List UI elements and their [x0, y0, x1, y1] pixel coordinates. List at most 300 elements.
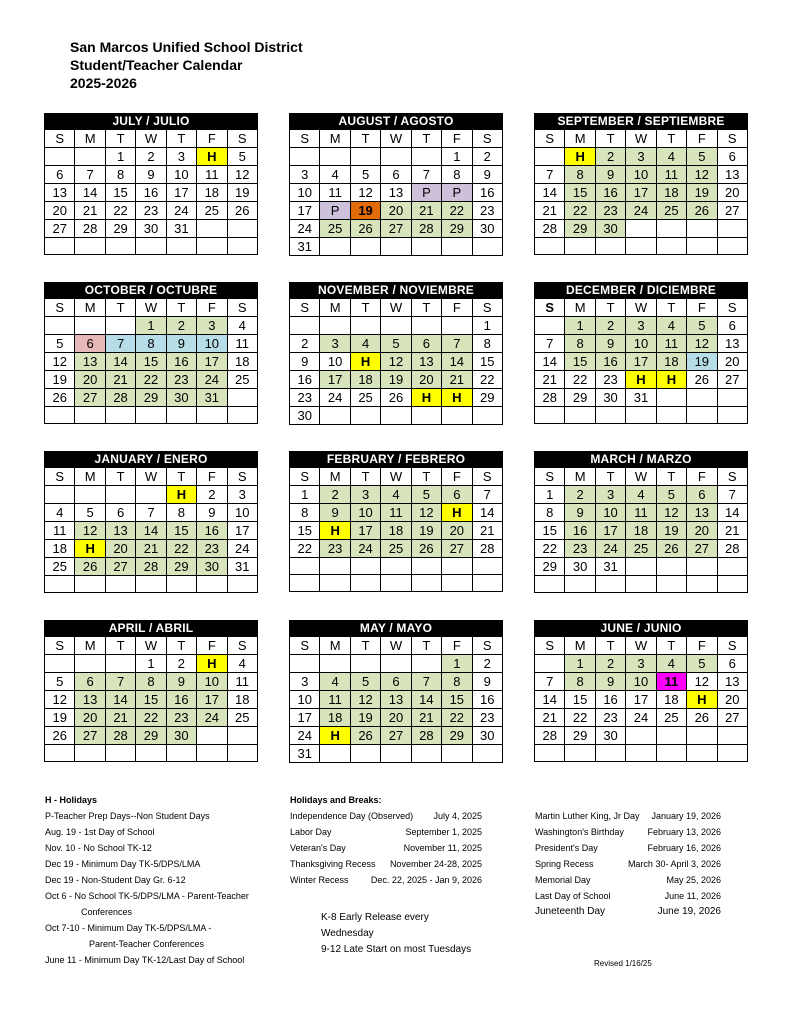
weekday-header: S: [290, 299, 320, 317]
day-cell: 2: [290, 335, 320, 353]
empty-day-cell: [290, 558, 320, 575]
week-row: [535, 238, 748, 255]
day-cell: 10: [166, 166, 196, 184]
day-cell: 30: [197, 558, 227, 576]
empty-day-cell: [717, 220, 747, 238]
weekday-header: M: [565, 468, 595, 486]
day-cell: 14: [105, 353, 135, 371]
weekday-header: F: [197, 637, 227, 655]
day-cell: 21: [75, 202, 105, 220]
day-cell: 11: [45, 522, 75, 540]
day-cell: 9: [472, 166, 502, 184]
weekday-header: T: [656, 637, 686, 655]
day-cell: 31: [197, 389, 227, 407]
day-cell: 15: [565, 184, 595, 202]
week-row: [45, 727, 258, 745]
day-cell: 4: [320, 673, 350, 691]
day-cell: 27: [75, 727, 105, 745]
empty-day-cell: [290, 317, 320, 335]
day-cell: 4: [656, 317, 686, 335]
day-cell: 24: [320, 389, 350, 407]
day-cell: 26: [687, 371, 717, 389]
empty-day-cell: [350, 148, 380, 166]
weekday-header: M: [320, 468, 350, 486]
weekday-header: F: [442, 468, 472, 486]
day-cell: H: [656, 371, 686, 389]
day-cell: 8: [565, 335, 595, 353]
day-cell: 18: [227, 691, 257, 709]
month-calendar: [534, 620, 748, 762]
day-cell: 3: [166, 148, 196, 166]
day-cell: 16: [565, 522, 595, 540]
day-cell: 30: [595, 220, 625, 238]
week-row: [290, 691, 503, 709]
day-cell: 9: [197, 504, 227, 522]
empty-day-cell: [197, 238, 227, 255]
day-cell: 24: [290, 220, 320, 238]
day-cell: 26: [656, 540, 686, 558]
day-cell: H: [442, 504, 472, 522]
day-cell: 16: [595, 184, 625, 202]
day-cell: 10: [290, 184, 320, 202]
weekday-header: T: [166, 299, 196, 317]
empty-day-cell: [411, 238, 441, 256]
week-row: [45, 540, 258, 558]
week-row: [290, 220, 503, 238]
weekday-header: M: [565, 299, 595, 317]
holiday-date: November 11, 2025: [403, 843, 482, 853]
week-row: [45, 184, 258, 202]
day-cell: 24: [166, 202, 196, 220]
empty-day-cell: [136, 238, 166, 255]
legend-note: Dec 19 - Minimum Day TK-5/DPS/LMA: [45, 859, 201, 869]
calendar-title: Student/Teacher Calendar: [70, 57, 243, 73]
weekday-header: M: [75, 637, 105, 655]
day-cell: 20: [717, 353, 747, 371]
weekday-header: T: [656, 299, 686, 317]
empty-day-cell: [381, 575, 411, 592]
weekday-header: T: [350, 468, 380, 486]
day-cell: 13: [717, 673, 747, 691]
holiday-row: [290, 840, 482, 856]
month-title: NOVEMBER / NOVIEMBRE: [289, 282, 503, 298]
day-cell: 19: [45, 709, 75, 727]
day-cell: 25: [656, 202, 686, 220]
day-cell: 27: [687, 540, 717, 558]
empty-day-cell: [717, 407, 747, 424]
day-cell: 7: [136, 504, 166, 522]
day-cell: 18: [656, 691, 686, 709]
weekday-header-row: [290, 130, 503, 148]
holiday-date: July 4, 2025: [433, 811, 482, 821]
day-cell: 13: [75, 691, 105, 709]
empty-day-cell: [290, 575, 320, 592]
empty-day-cell: [45, 407, 75, 424]
day-cell: 15: [565, 353, 595, 371]
month-grid: [44, 467, 258, 593]
day-cell: 11: [381, 504, 411, 522]
day-cell: 17: [197, 353, 227, 371]
empty-day-cell: [595, 407, 625, 424]
day-cell: 13: [381, 184, 411, 202]
day-cell: 2: [595, 317, 625, 335]
empty-day-cell: [45, 745, 75, 762]
holiday-name: Labor Day: [290, 827, 332, 837]
day-cell: 24: [626, 202, 656, 220]
day-cell: 4: [350, 335, 380, 353]
weekday-header: S: [227, 468, 257, 486]
day-cell: 6: [105, 504, 135, 522]
weekday-header: M: [320, 130, 350, 148]
day-cell: 22: [535, 540, 565, 558]
empty-day-cell: [687, 220, 717, 238]
weekday-header: W: [626, 130, 656, 148]
day-cell: 20: [717, 184, 747, 202]
day-cell: 21: [535, 371, 565, 389]
weekday-header: S: [472, 637, 502, 655]
day-cell: P: [411, 184, 441, 202]
empty-day-cell: [626, 727, 656, 745]
empty-day-cell: [136, 486, 166, 504]
day-cell: H: [166, 486, 196, 504]
day-cell: 25: [626, 540, 656, 558]
day-cell: 23: [472, 709, 502, 727]
day-cell: 19: [381, 371, 411, 389]
day-cell: 28: [136, 558, 166, 576]
day-cell: 14: [535, 691, 565, 709]
empty-day-cell: [197, 576, 227, 593]
empty-day-cell: [166, 745, 196, 762]
empty-day-cell: [626, 576, 656, 593]
empty-day-cell: [411, 558, 441, 575]
empty-day-cell: [45, 655, 75, 673]
weekday-header: S: [535, 299, 565, 317]
day-cell: 9: [595, 335, 625, 353]
day-cell: 9: [472, 673, 502, 691]
day-cell: 9: [565, 504, 595, 522]
day-cell: 25: [381, 540, 411, 558]
day-cell: 15: [105, 184, 135, 202]
day-cell: 24: [350, 540, 380, 558]
month-calendar: [289, 620, 503, 763]
day-cell: 26: [687, 202, 717, 220]
month-title: MAY / MAYO: [289, 620, 503, 636]
holiday-date: September 1, 2025: [405, 827, 482, 837]
day-cell: 14: [535, 184, 565, 202]
day-cell: 5: [687, 655, 717, 673]
day-cell: 29: [565, 220, 595, 238]
holiday-row: [290, 808, 482, 824]
weekday-header-row: [45, 130, 258, 148]
week-row: [45, 745, 258, 762]
day-cell: 13: [411, 353, 441, 371]
holiday-row: [535, 856, 721, 872]
weekday-header: W: [626, 637, 656, 655]
spacer: [290, 888, 482, 910]
week-row: [290, 655, 503, 673]
week-row: [290, 389, 503, 407]
day-cell: 8: [442, 673, 472, 691]
day-cell: 2: [595, 148, 625, 166]
day-cell: 14: [411, 691, 441, 709]
empty-day-cell: [656, 745, 686, 762]
month-grid: [289, 467, 503, 592]
day-cell: 27: [75, 389, 105, 407]
week-row: [290, 575, 503, 592]
month-calendar: [534, 451, 748, 593]
day-cell: 18: [45, 540, 75, 558]
day-cell: 5: [75, 504, 105, 522]
weekday-header: W: [626, 299, 656, 317]
weekday-header-row: [535, 130, 748, 148]
day-cell: 12: [75, 522, 105, 540]
district-name: San Marcos Unified School District: [70, 39, 303, 55]
empty-day-cell: [565, 407, 595, 424]
day-cell: 14: [442, 353, 472, 371]
empty-day-cell: [320, 655, 350, 673]
day-cell: H: [75, 540, 105, 558]
weekday-header: S: [45, 637, 75, 655]
empty-day-cell: [136, 407, 166, 424]
day-cell: 9: [320, 504, 350, 522]
weekday-header: T: [350, 637, 380, 655]
day-cell: 16: [197, 522, 227, 540]
day-cell: 28: [472, 540, 502, 558]
day-cell: 5: [687, 148, 717, 166]
day-cell: 10: [595, 504, 625, 522]
weekday-header: T: [411, 130, 441, 148]
empty-day-cell: [166, 576, 196, 593]
weekday-header: M: [75, 299, 105, 317]
day-cell: 29: [442, 220, 472, 238]
day-cell: 9: [290, 353, 320, 371]
day-cell: 29: [105, 220, 135, 238]
holiday-row: [290, 824, 482, 840]
empty-day-cell: [381, 148, 411, 166]
holiday-name: Martin Luther King, Jr Day: [535, 811, 640, 821]
day-cell: 14: [717, 504, 747, 522]
empty-day-cell: [320, 745, 350, 763]
holidays-breaks-title: Holidays and Breaks:: [290, 795, 382, 805]
day-cell: 23: [166, 709, 196, 727]
empty-day-cell: [75, 148, 105, 166]
holiday-row: [535, 808, 721, 824]
day-cell: 8: [136, 673, 166, 691]
day-cell: 16: [166, 691, 196, 709]
day-cell: 15: [565, 691, 595, 709]
day-cell: 21: [472, 522, 502, 540]
day-cell: 22: [565, 371, 595, 389]
empty-day-cell: [656, 558, 686, 576]
day-cell: 2: [320, 486, 350, 504]
day-cell: 6: [717, 655, 747, 673]
day-cell: 22: [136, 709, 166, 727]
empty-day-cell: [45, 486, 75, 504]
holiday-name: Independence Day (Observed): [290, 811, 414, 821]
empty-day-cell: [626, 407, 656, 424]
weekday-header-row: [45, 637, 258, 655]
weekday-header: W: [136, 637, 166, 655]
day-cell: 22: [565, 202, 595, 220]
empty-day-cell: [411, 407, 441, 425]
day-cell: 3: [290, 166, 320, 184]
day-cell: 20: [381, 709, 411, 727]
day-cell: 11: [656, 673, 686, 691]
week-row: [290, 202, 503, 220]
weekday-header: M: [75, 130, 105, 148]
empty-day-cell: [290, 655, 320, 673]
day-cell: 26: [75, 558, 105, 576]
holiday-row: [535, 904, 721, 920]
day-cell: 17: [290, 202, 320, 220]
day-cell: 30: [595, 727, 625, 745]
empty-day-cell: [227, 220, 257, 238]
day-cell: 13: [717, 166, 747, 184]
empty-day-cell: [105, 655, 135, 673]
weekday-header: T: [350, 130, 380, 148]
day-cell: 6: [442, 486, 472, 504]
empty-day-cell: [717, 727, 747, 745]
day-cell: 15: [166, 522, 196, 540]
day-cell: 17: [320, 371, 350, 389]
day-cell: 8: [472, 335, 502, 353]
day-cell: 28: [105, 727, 135, 745]
day-cell: 5: [45, 673, 75, 691]
empty-day-cell: [535, 745, 565, 762]
empty-day-cell: [75, 745, 105, 762]
day-cell: 19: [350, 202, 380, 220]
day-cell: 20: [75, 709, 105, 727]
weekday-header: F: [197, 468, 227, 486]
day-cell: 9: [595, 166, 625, 184]
day-cell: 11: [320, 184, 350, 202]
day-cell: 25: [227, 709, 257, 727]
empty-day-cell: [75, 407, 105, 424]
day-cell: 18: [656, 184, 686, 202]
weekday-header: M: [565, 130, 595, 148]
day-cell: 23: [565, 540, 595, 558]
empty-day-cell: [75, 238, 105, 255]
empty-day-cell: [442, 238, 472, 256]
day-cell: 12: [350, 691, 380, 709]
day-cell: 4: [656, 655, 686, 673]
day-cell: 1: [105, 148, 135, 166]
day-cell: 27: [105, 558, 135, 576]
month-grid: [44, 636, 258, 762]
week-row: [535, 504, 748, 522]
weekday-header: S: [717, 130, 747, 148]
week-row: [45, 709, 258, 727]
empty-day-cell: [687, 407, 717, 424]
empty-day-cell: [717, 576, 747, 593]
day-cell: H: [320, 727, 350, 745]
month-calendar: [534, 113, 748, 255]
empty-day-cell: [717, 389, 747, 407]
day-cell: 28: [535, 727, 565, 745]
day-cell: H: [687, 691, 717, 709]
day-cell: 31: [626, 389, 656, 407]
day-cell: 18: [626, 522, 656, 540]
day-cell: 20: [75, 371, 105, 389]
day-cell: 26: [687, 709, 717, 727]
day-cell: 4: [320, 166, 350, 184]
weekday-header: S: [227, 637, 257, 655]
weekday-header: S: [472, 299, 502, 317]
day-cell: 29: [442, 727, 472, 745]
day-cell: 17: [166, 184, 196, 202]
day-cell: 25: [350, 389, 380, 407]
day-cell: H: [320, 522, 350, 540]
day-cell: 7: [411, 673, 441, 691]
day-cell: 21: [535, 202, 565, 220]
day-cell: 3: [350, 486, 380, 504]
weekday-header: S: [227, 299, 257, 317]
empty-day-cell: [535, 238, 565, 255]
weekday-header: T: [656, 468, 686, 486]
month-calendar: [289, 282, 503, 425]
legend-note: Aug. 19 - 1st Day of School: [45, 827, 155, 837]
empty-day-cell: [595, 576, 625, 593]
day-cell: 14: [105, 691, 135, 709]
empty-day-cell: [565, 576, 595, 593]
empty-day-cell: [227, 745, 257, 762]
week-row: [535, 522, 748, 540]
day-cell: 25: [656, 709, 686, 727]
day-cell: 31: [595, 558, 625, 576]
month-title: FEBRUARY / FEBRERO: [289, 451, 503, 467]
week-row: [45, 691, 258, 709]
week-row: [45, 655, 258, 673]
day-cell: 17: [595, 522, 625, 540]
day-cell: 11: [320, 691, 350, 709]
legend-note: P-Teacher Prep Days--Non Student Days: [45, 811, 210, 821]
weekday-header: S: [535, 637, 565, 655]
weekday-header: F: [687, 299, 717, 317]
empty-day-cell: [687, 558, 717, 576]
day-cell: 29: [565, 727, 595, 745]
empty-day-cell: [626, 220, 656, 238]
legend-note: June 11 - Minimum Day TK-12/Last Day of School: [45, 955, 245, 965]
day-cell: 17: [227, 522, 257, 540]
empty-day-cell: [687, 576, 717, 593]
month-calendar: [44, 113, 258, 255]
day-cell: 20: [45, 202, 75, 220]
day-cell: 7: [535, 335, 565, 353]
day-cell: 4: [656, 148, 686, 166]
day-cell: 17: [290, 709, 320, 727]
empty-day-cell: [626, 558, 656, 576]
day-cell: 4: [381, 486, 411, 504]
empty-day-cell: [75, 317, 105, 335]
empty-day-cell: [105, 745, 135, 762]
month-grid: [289, 636, 503, 763]
day-cell: 20: [381, 202, 411, 220]
week-row: [535, 486, 748, 504]
day-cell: 30: [166, 727, 196, 745]
holiday-date: Dec. 22, 2025 - Jan 9, 2026: [370, 875, 482, 885]
day-cell: 6: [687, 486, 717, 504]
day-cell: 10: [626, 335, 656, 353]
weekday-header: S: [717, 299, 747, 317]
week-row: [45, 558, 258, 576]
day-cell: 7: [105, 673, 135, 691]
empty-day-cell: [381, 317, 411, 335]
day-cell: 9: [595, 673, 625, 691]
day-cell: H: [197, 655, 227, 673]
day-cell: 4: [626, 486, 656, 504]
day-cell: 28: [535, 220, 565, 238]
empty-day-cell: [411, 655, 441, 673]
